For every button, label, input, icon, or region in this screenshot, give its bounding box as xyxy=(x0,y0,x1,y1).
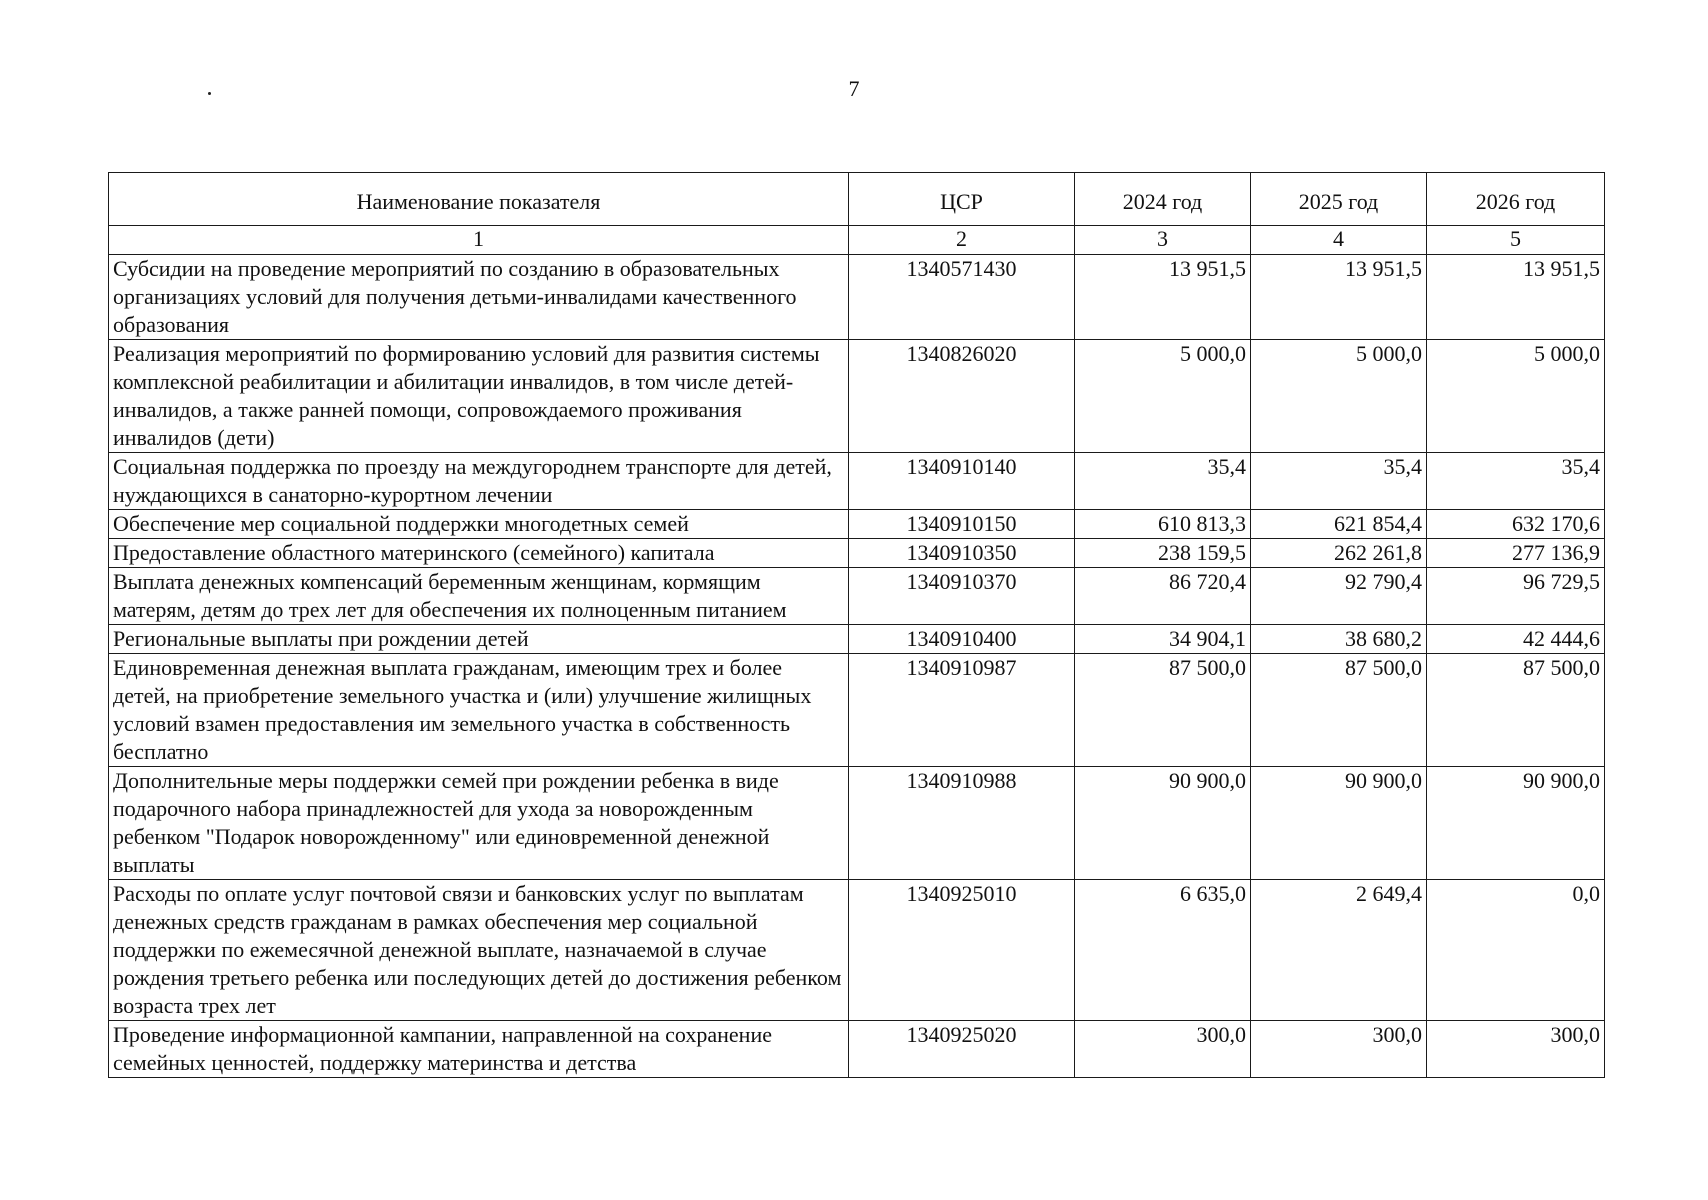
table-row xyxy=(109,510,1605,539)
value-2026: 87 500,0 xyxy=(1427,654,1605,767)
value-2024: 90 900,0 xyxy=(1075,767,1251,880)
value-2024: 610 813,3 xyxy=(1075,510,1251,539)
value-2024: 86 720,4 xyxy=(1075,568,1251,625)
header-2024: 2024 год xyxy=(1075,173,1251,226)
csr-code: 1340910400 xyxy=(849,625,1075,654)
value-2026: 0,0 xyxy=(1427,880,1605,1021)
csr-code: 1340910987 xyxy=(849,654,1075,767)
value-2025: 35,4 xyxy=(1251,453,1427,510)
table-row xyxy=(109,625,1605,654)
table-row xyxy=(109,880,1605,1021)
header-csr: ЦСР xyxy=(849,173,1075,226)
value-2026: 300,0 xyxy=(1427,1021,1605,1078)
value-2025: 5 000,0 xyxy=(1251,340,1427,453)
indicator-name: Дополнительные меры поддержки семей при рождении ребенка в виде подарочного набора принадлежностей для ухода за новорожденным ребенком "Подарок новорожденному" или единовременной денежной выплаты xyxy=(109,767,849,880)
header-name: Наименование показателя xyxy=(109,173,849,226)
value-2025: 92 790,4 xyxy=(1251,568,1427,625)
value-2025: 38 680,2 xyxy=(1251,625,1427,654)
value-2025: 13 951,5 xyxy=(1251,255,1427,340)
indicator-name: Выплата денежных компенсаций беременным женщинам, кормящим матерям, детям до трех лет для обеспечения их полноценным питанием xyxy=(109,568,849,625)
value-2024: 238 159,5 xyxy=(1075,539,1251,568)
csr-code: 1340910370 xyxy=(849,568,1075,625)
table-row xyxy=(109,453,1605,510)
indicator-name: Реализация мероприятий по формированию условий для развития системы комплексной реабилитации и абилитации инвалидов, в том числе детей-инвалидов, а также ранней помощи, сопровождаемого проживания инвалидов (дети) xyxy=(109,340,849,453)
value-2025: 87 500,0 xyxy=(1251,654,1427,767)
value-2026: 13 951,5 xyxy=(1427,255,1605,340)
indicator-name: Обеспечение мер социальной поддержки многодетных семей xyxy=(109,510,849,539)
indicator-name: Региональные выплаты при рождении детей xyxy=(109,625,849,654)
indicator-name: Расходы по оплате услуг почтовой связи и банковских услуг по выплатам денежных средств гражданам в рамках обеспечения мер социальной поддержки по ежемесячной денежной выплате, назначаемой в случае рождения третьего ребенка или последующих детей до достижения ребенком возраста трех лет xyxy=(109,880,849,1021)
csr-code: 1340910350 xyxy=(849,539,1075,568)
indicator-name: Предоставление областного материнского (семейного) капитала xyxy=(109,539,849,568)
csr-code: 1340910140 xyxy=(849,453,1075,510)
csr-code: 1340925020 xyxy=(849,1021,1075,1078)
indicator-name: Социальная поддержка по проезду на междугороднем транспорте для детей, нуждающихся в санаторно-курортном лечении xyxy=(109,453,849,510)
indicator-name: Проведение информационной кампании, направленной на сохранение семейных ценностей, поддержку материнства и детства xyxy=(109,1021,849,1078)
value-2025: 90 900,0 xyxy=(1251,767,1427,880)
column-number: 5 xyxy=(1427,226,1605,255)
column-number: 1 xyxy=(109,226,849,255)
value-2026: 90 900,0 xyxy=(1427,767,1605,880)
csr-code: 1340910988 xyxy=(849,767,1075,880)
value-2024: 34 904,1 xyxy=(1075,625,1251,654)
value-2024: 35,4 xyxy=(1075,453,1251,510)
table-row xyxy=(109,340,1605,453)
value-2026: 42 444,6 xyxy=(1427,625,1605,654)
table-row xyxy=(109,255,1605,340)
table-row xyxy=(109,767,1605,880)
value-2025: 2 649,4 xyxy=(1251,880,1427,1021)
value-2026: 96 729,5 xyxy=(1427,568,1605,625)
stray-dot-mark xyxy=(208,92,211,95)
column-number: 3 xyxy=(1075,226,1251,255)
indicator-name: Единовременная денежная выплата гражданам, имеющим трех и более детей, на приобретение земельного участка и (или) улучшение жилищных условий взамен предоставления им земельного участка в собственность бесплатно xyxy=(109,654,849,767)
column-numbers-row xyxy=(109,226,1605,255)
column-number: 4 xyxy=(1251,226,1427,255)
csr-code: 1340925010 xyxy=(849,880,1075,1021)
value-2026: 632 170,6 xyxy=(1427,510,1605,539)
table-row xyxy=(109,654,1605,767)
header-2025: 2025 год xyxy=(1251,173,1427,226)
value-2025: 621 854,4 xyxy=(1251,510,1427,539)
header-2026: 2026 год xyxy=(1427,173,1605,226)
csr-code: 1340910150 xyxy=(849,510,1075,539)
indicator-name: Субсидии на проведение мероприятий по созданию в образовательных организациях условий для получения детьми-инвалидами качественного образования xyxy=(109,255,849,340)
table-row xyxy=(109,1021,1605,1078)
value-2026: 35,4 xyxy=(1427,453,1605,510)
value-2024: 13 951,5 xyxy=(1075,255,1251,340)
csr-code: 1340826020 xyxy=(849,340,1075,453)
header-row xyxy=(109,173,1605,226)
value-2026: 277 136,9 xyxy=(1427,539,1605,568)
value-2024: 300,0 xyxy=(1075,1021,1251,1078)
value-2024: 5 000,0 xyxy=(1075,340,1251,453)
budget-table xyxy=(108,172,1605,1078)
value-2024: 87 500,0 xyxy=(1075,654,1251,767)
value-2024: 6 635,0 xyxy=(1075,880,1251,1021)
table-row xyxy=(109,539,1605,568)
value-2025: 262 261,8 xyxy=(1251,539,1427,568)
page-number: 7 xyxy=(848,76,860,101)
value-2025: 300,0 xyxy=(1251,1021,1427,1078)
column-number: 2 xyxy=(849,226,1075,255)
table-row xyxy=(109,568,1605,625)
value-2026: 5 000,0 xyxy=(1427,340,1605,453)
csr-code: 1340571430 xyxy=(849,255,1075,340)
